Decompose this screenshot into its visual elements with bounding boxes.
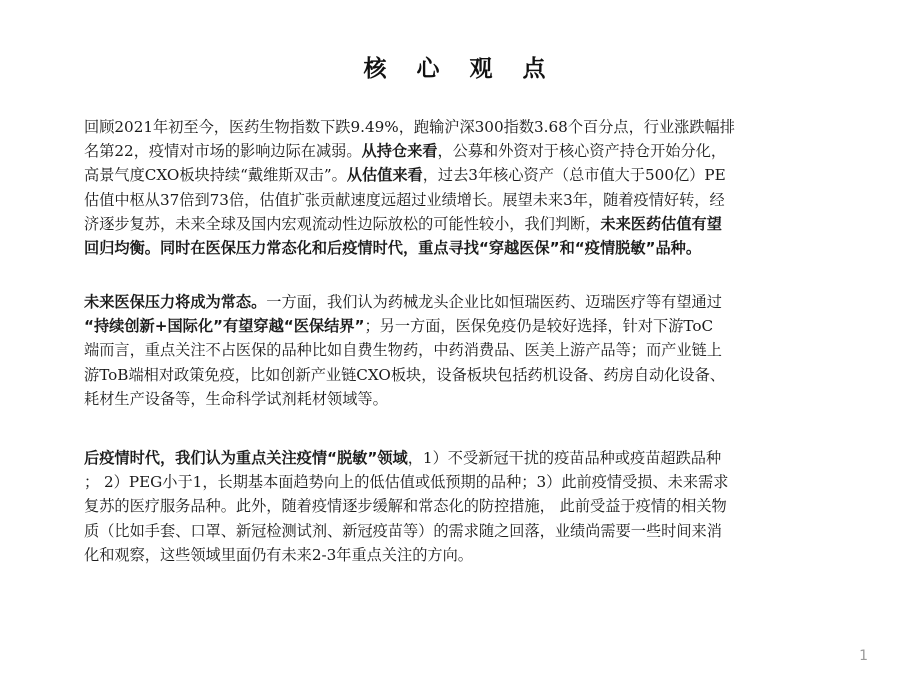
text-run: ，公募和外资对于核心资产持仓开始分化， xyxy=(437,142,727,161)
bold-conclusion-line: 回归均衡。同时在医保压力常态化和后疫情时代，重点寻找“穿越医保”和“疫情脱敏”品种。 xyxy=(84,238,702,257)
text-line: 耗材生产设备等，生命科学试剂耗材领域等。 xyxy=(84,389,388,408)
bold-innovation-phrase: “持续创新+国际化”有望穿越“医保结界” xyxy=(84,317,365,336)
text-line xyxy=(84,314,880,338)
text-line: 回顾2021年初至今，医药生物指数下跌9.49%，跑输沪深300指数3.68个百分点，行业涨跌幅排 xyxy=(84,118,735,136)
text-run: 高景气度CXO板块持续“戴维斯双击”。 xyxy=(84,166,347,185)
paragraph-market-review xyxy=(84,115,880,260)
paragraph-post-pandemic xyxy=(84,446,880,567)
text-run: 济逐步复苏，未来全球及国内宏观流动性边际放松的可能性较小，我们判断， xyxy=(84,214,601,233)
text-run: ，1）不受新冠干扰的疫苗品种或疫苗超跌品种 xyxy=(407,449,722,467)
slide-title: 核 心 观 点 xyxy=(363,56,557,82)
text-line: 估值中枢从37倍到73倍，估值扩张贡献速度远超过业绩增长。展望未来3年，随着疫情好转，经 xyxy=(84,190,725,209)
text-line xyxy=(84,163,880,187)
bold-heading-valuation: 从估值来看 xyxy=(346,166,423,185)
text-run: ；另一方面，医保免疫仍是较好选择，针对下游ToC xyxy=(364,317,714,336)
bold-heading-insurance: 未来医保压力将成为常态。 xyxy=(84,293,267,311)
text-run: 一方面，我们认为药械龙头企业比如恒瑞医药、迈瑞医疗等有望通过 xyxy=(266,293,722,311)
text-line xyxy=(84,139,880,163)
text-line: ； 2）PEG小于1，长期基本面趋势向上的低估值或低预期的品种；3）此前疫情受损、未来需求 xyxy=(84,473,729,492)
bold-conclusion: 未来医药估值有望 xyxy=(600,214,722,233)
text-line: 质（比如手套、口罩、新冠检测试剂、新冠疫苗等）的需求随之回落，业绩尚需要一些时间来消 xyxy=(84,521,722,540)
text-line: 游ToB端相对政策免疫，比如创新产业链CXO板块，设备板块包括药机设备、药房自动化设备、 xyxy=(84,365,725,384)
text-line: 复苏的医疗服务品种。此外，随着疫情逐步缓解和常态化的防控措施， 此前受益于疫情的相关物 xyxy=(84,497,727,516)
text-run: 名第22，疫情对市场的影响边际在减弱。 xyxy=(84,142,362,161)
bold-heading-holdings: 从持仓来看 xyxy=(361,142,438,161)
text-line xyxy=(84,290,880,314)
text-line: 端而言，重点关注不占医保的品种比如自费生物药，中药消费品、医美上游产品等；而产业链上 xyxy=(84,341,722,360)
text-line xyxy=(84,446,880,470)
text-run: ，过去3年核心资产（总市值大于500亿）PE xyxy=(422,166,726,185)
bold-heading-post-pandemic: 后疫情时代，我们认为重点关注疫情“脱敏”领域 xyxy=(84,449,408,467)
paragraph-medical-insurance xyxy=(84,290,880,411)
text-line: 化和观察，这些领域里面仍有未来2-3年重点关注的方向。 xyxy=(84,545,473,564)
page-number: 1 xyxy=(859,648,868,664)
text-line xyxy=(84,212,880,236)
